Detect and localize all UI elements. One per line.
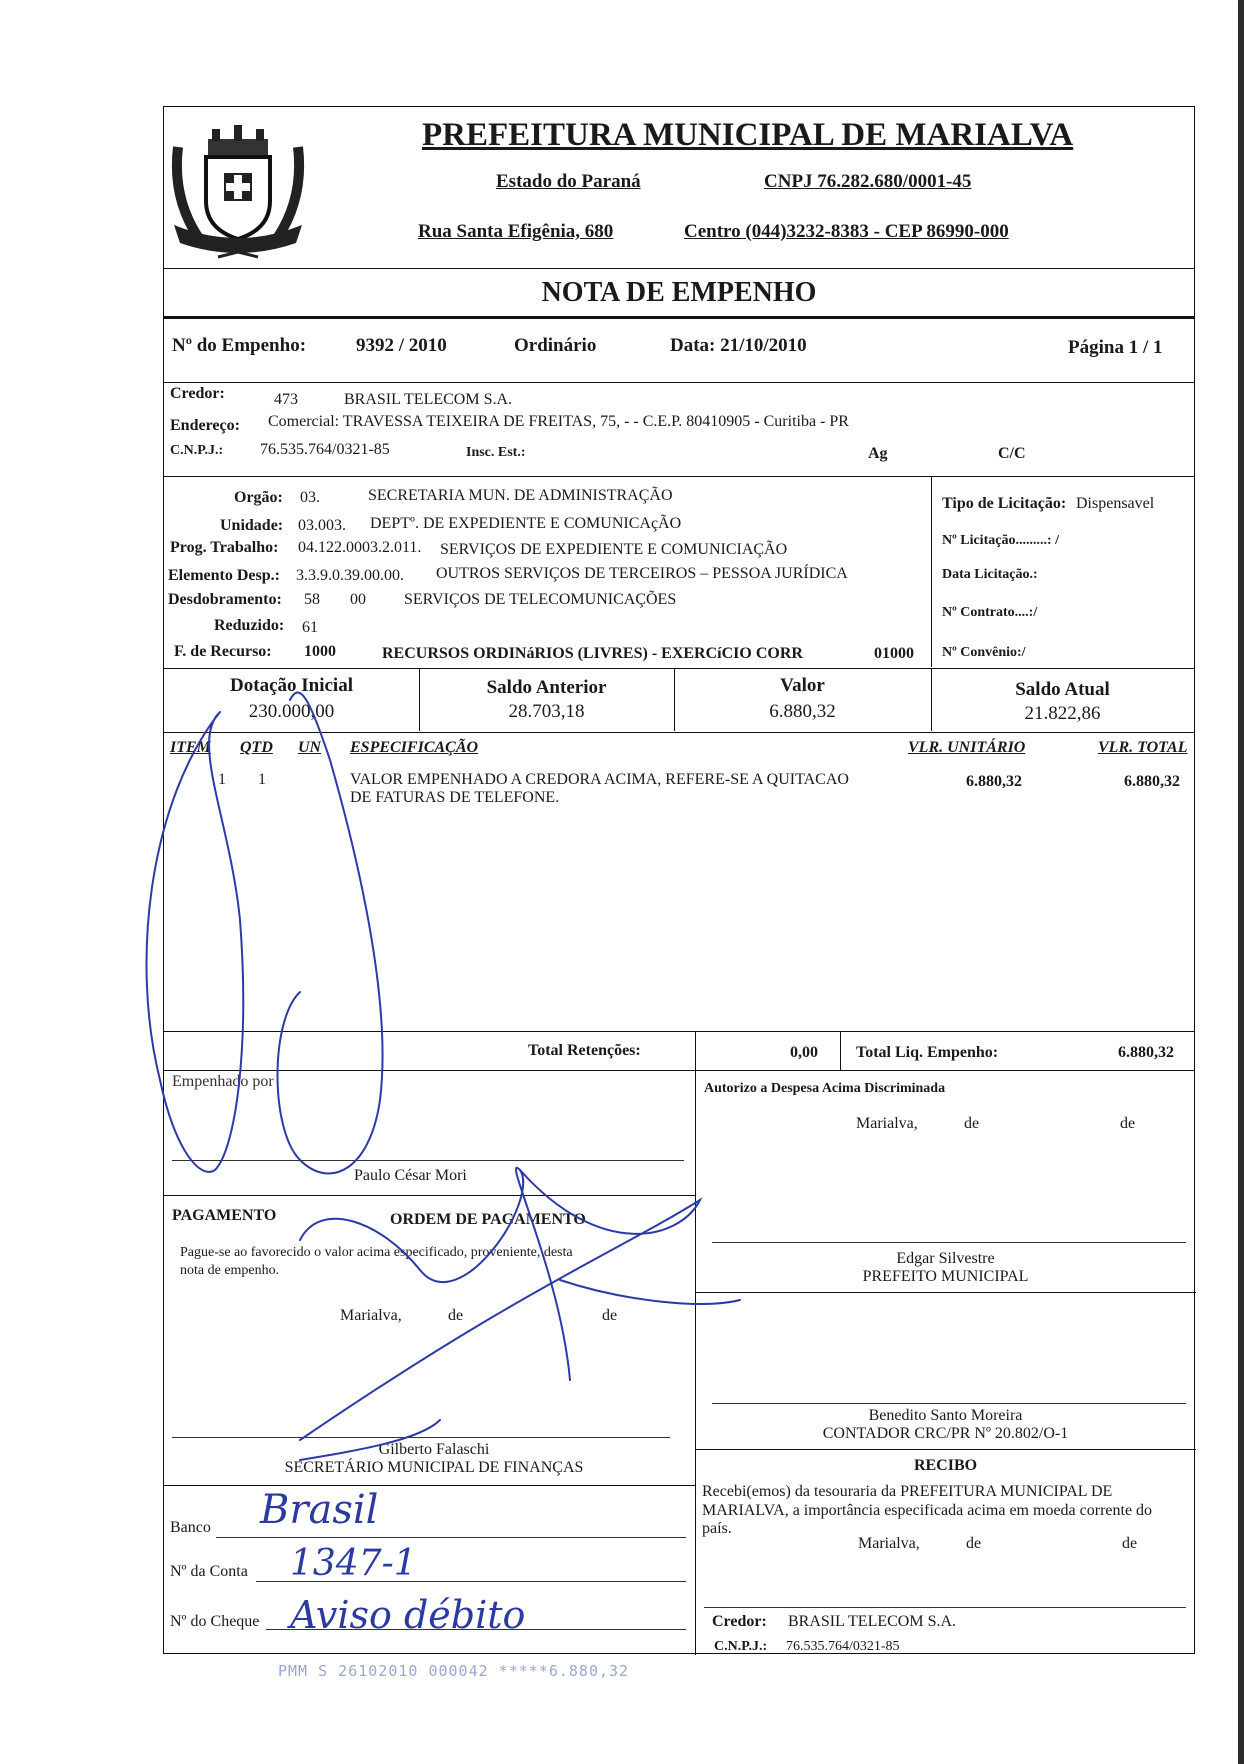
retencoes-value: 0,00 — [790, 1044, 818, 1061]
banco-label: Banco — [170, 1519, 211, 1536]
fonte-label: F. de Recurso: — [174, 643, 272, 660]
licitacao-date: Data Licitação.: — [942, 567, 1038, 582]
ordem-pagamento-label: ORDEM DE PAGAMENTO — [390, 1211, 586, 1228]
tipo-licitacao-label: Tipo de Licitação: — [942, 495, 1067, 512]
scan-edge — [1238, 0, 1244, 1764]
contact-label: Centro (044)3232-8383 - CEP 86990-000 — [684, 221, 1009, 242]
elemento-desc: OUTROS SERVIÇOS DE TERCEIROS – PESSOA JURÍDICA — [436, 565, 848, 582]
empenhado-label: Empenhado por — [172, 1073, 274, 1090]
credor-code: 473 — [274, 391, 298, 408]
col-total-header: VLR. TOTAL — [1098, 739, 1188, 756]
totals-row — [164, 1031, 1194, 1071]
dotacao-section — [164, 477, 1194, 669]
bank-top-border — [164, 1485, 695, 1486]
credor-name: BRASIL TELECOM S.A. — [344, 391, 513, 408]
empenho-info-row — [164, 319, 1194, 383]
pagamento-place: Marialva, — [340, 1307, 402, 1324]
col-unit-header: VLR. UNITÁRIO — [908, 739, 1026, 756]
item-spec-line1: VALOR EMPENHADO A CREDORA ACIMA, REFERE-SE A QUITACAO — [350, 771, 849, 788]
empenho-number-label: Nº do Empenho: — [172, 335, 307, 356]
address-field-label: Endereço: — [170, 417, 240, 434]
convenio-number: Nº Convênio:/ — [942, 645, 1026, 660]
pagamento-label: PAGAMENTO — [172, 1207, 277, 1224]
unidade-code: 03.003. — [298, 517, 346, 534]
secretario-name: Gilberto Falaschi — [378, 1441, 490, 1458]
doc-title: NOTA DE EMPENHO — [541, 277, 817, 308]
items-table — [164, 733, 1194, 1141]
credor-section — [164, 383, 1194, 477]
secretario-role: SECRETÁRIO MUNICIPAL DE FINANÇAS — [284, 1459, 584, 1476]
dotacao-divider — [931, 477, 932, 667]
unidade-label: Unidade: — [220, 517, 284, 534]
municipality-title: PREFEITURA MUNICIPAL DE MARIALVA — [422, 117, 1074, 153]
desdobramento-code: 58 — [304, 591, 320, 608]
cnpj-label: CNPJ 76.282.680/0001-45 — [764, 171, 972, 192]
empenho-number: 9392 / 2010 — [356, 335, 447, 356]
contador-role: CONTADOR CRC/PR Nº 20.802/O-1 — [822, 1425, 1069, 1442]
pagamento-month-of: de — [602, 1307, 618, 1324]
item-unit-price: 6.880,32 — [966, 773, 1022, 790]
cheque-handwritten: Aviso débito — [290, 1593, 526, 1637]
saldo-atual-value: 21.822,86 — [1024, 703, 1101, 724]
saldo-anterior-label: Saldo Anterior — [486, 677, 607, 698]
saldo-atual-label: Saldo Atual — [1015, 679, 1110, 700]
cashier-stamp: PMM S 26102010 000042 *****6.880,32 — [278, 1662, 630, 1680]
item-number: 1 — [218, 771, 226, 788]
reduzido-label: Reduzido: — [214, 617, 285, 634]
recibo-month-of: de — [1122, 1535, 1138, 1552]
recibo-place: Marialva, — [858, 1535, 920, 1552]
header-section — [164, 107, 1194, 269]
empenhado-bottom-border — [164, 1195, 695, 1196]
contrato-number: Nº Contrato....:/ — [942, 605, 1038, 620]
col-spec-header: ESPECIFICAÇÃO — [350, 739, 479, 756]
recibo-cnpj-label: C.N.P.J.: — [714, 1639, 768, 1654]
dotacao-inicial-value: 230.000,00 — [248, 701, 335, 722]
autorizo-month-of: de — [1120, 1115, 1136, 1132]
total-liq-value: 6.880,32 — [1118, 1044, 1174, 1061]
elemento-label: Elemento Desp.: — [168, 567, 280, 584]
empenho-date: Data: 21/10/2010 — [670, 335, 807, 356]
account-label: C/C — [998, 445, 1026, 462]
prog-code: 04.122.0003.2.011. — [298, 539, 422, 556]
credor-cnpj-label: C.N.P.J.: — [170, 443, 224, 458]
item-total-price: 6.880,32 — [1124, 773, 1180, 790]
elemento-code: 3.3.9.0.39.00.00. — [296, 567, 404, 584]
lower-divider — [695, 1071, 696, 1655]
fonte-desc: RECURSOS ORDINáRIOS (LIVRES) - EXERCíCIO CORR — [382, 645, 803, 662]
valor-label: Valor — [780, 675, 825, 696]
secretario-signature-line — [172, 1437, 670, 1438]
empenhado-name: Paulo César Mori — [354, 1167, 467, 1184]
retencoes-label: Total Retenções: — [528, 1042, 641, 1059]
coat-of-arms-icon — [168, 117, 308, 263]
desdobramento-sub: 00 — [350, 591, 366, 608]
recibo-label: RECIBO — [913, 1457, 978, 1474]
unidade-desc: DEPTº. DE EXPEDIENTE E COMUNICAçÃO — [370, 515, 682, 532]
item-spec-line2: DE FATURAS DE TELEFONE. — [350, 789, 560, 806]
address-label: Rua Santa Efigênia, 680 — [418, 221, 614, 242]
tipo-licitacao-value: Dispensavel — [1076, 495, 1155, 512]
desdobramento-desc: SERVIÇOS DE TELECOMUNICAÇÕES — [404, 591, 677, 608]
prefeito-bottom-border — [695, 1292, 1196, 1293]
pagamento-text-line1: Pague-se ao favorecido o valor acima especificado, proveniente, desta — [180, 1245, 573, 1260]
conta-label: Nº da Conta — [170, 1563, 248, 1580]
recibo-day-of: de — [966, 1535, 982, 1552]
dotacao-inicial-label: Dotação Inicial — [230, 675, 353, 696]
orgao-label: Orgão: — [234, 489, 283, 506]
reduzido-value: 61 — [302, 619, 318, 636]
valor-value: 6.880,32 — [769, 701, 836, 722]
empenho-type: Ordinário — [514, 335, 597, 356]
recibo-credor-label: Credor: — [712, 1613, 767, 1630]
autorizo-label: Autorizo a Despesa Acima Discriminada — [704, 1081, 946, 1096]
col-item-header: ITEM — [170, 739, 211, 756]
credor-label: Credor: — [170, 385, 225, 402]
prog-label: Prog. Trabalho: — [170, 539, 279, 556]
autorizo-day-of: de — [964, 1115, 980, 1132]
prefeito-name: Edgar Silvestre — [896, 1250, 995, 1267]
saldo-anterior-value: 28.703,18 — [508, 701, 585, 722]
empenhado-signature-line — [172, 1160, 684, 1161]
total-liq-label: Total Liq. Empenho: — [856, 1044, 999, 1061]
recibo-signature-line — [704, 1607, 1186, 1608]
contador-name: Benedito Santo Moreira — [868, 1407, 1023, 1424]
cheque-label: Nº do Cheque — [170, 1613, 260, 1630]
saldos-row — [164, 669, 1194, 733]
recibo-top-border — [695, 1449, 1196, 1450]
recibo-text-line2: MARIALVA, a importância especificada acima em moeda corrente do — [702, 1502, 1153, 1519]
doc-title-row — [164, 269, 1194, 319]
banco-line — [216, 1537, 686, 1538]
item-qtd: 1 — [258, 771, 266, 788]
conta-handwritten: 1347-1 — [290, 1543, 417, 1584]
contador-signature-line — [712, 1403, 1186, 1404]
pagamento-day-of: de — [448, 1307, 464, 1324]
col-qtd-header: QTD — [240, 739, 273, 756]
orgao-code: 03. — [300, 489, 320, 506]
autorizo-place: Marialva, — [856, 1115, 918, 1132]
prog-desc: SERVIÇOS DE EXPEDIENTE E COMUNICIAÇÃO — [440, 541, 788, 558]
orgao-desc: SECRETARIA MUN. DE ADMINISTRAÇÃO — [368, 487, 673, 504]
prefeito-role: PREFEITO MUNICIPAL — [862, 1268, 1029, 1285]
recibo-cnpj: 76.535.764/0321-85 — [786, 1639, 900, 1654]
insc-est-label: Insc. Est.: — [466, 445, 526, 460]
pagamento-text-line2: nota de empenho. — [180, 1263, 280, 1278]
licitacao-number: Nº Licitação.........: / — [942, 533, 1059, 548]
state-label: Estado do Paraná — [496, 171, 641, 192]
banco-handwritten: Brasil — [260, 1487, 379, 1533]
autorizo-signature-line — [712, 1242, 1186, 1243]
totals-divider-1 — [695, 1032, 696, 1070]
recibo-text-line1: Recebi(emos) da tesouraria da PREFEITURA MUNICIPAL DE — [702, 1483, 1113, 1500]
recibo-text-line3: país. — [702, 1520, 732, 1537]
credor-address: Comercial: TRAVESSA TEIXEIRA DE FREITAS, 75, - - C.E.P. 80410905 - Curitiba - PR — [268, 413, 849, 430]
credor-cnpj: 76.535.764/0321-85 — [260, 441, 390, 458]
nota-empenho-form — [163, 106, 1195, 1654]
desdobramento-label: Desdobramento: — [168, 591, 282, 608]
totals-divider-2 — [840, 1032, 841, 1070]
page-number: Página 1 / 1 — [1068, 337, 1163, 358]
fonte-code: 1000 — [304, 643, 336, 660]
recibo-credor-name: BRASIL TELECOM S.A. — [788, 1613, 957, 1630]
agency-label: Ag — [868, 445, 888, 462]
fonte-number: 01000 — [874, 645, 914, 662]
col-un-header: UN — [298, 739, 322, 756]
